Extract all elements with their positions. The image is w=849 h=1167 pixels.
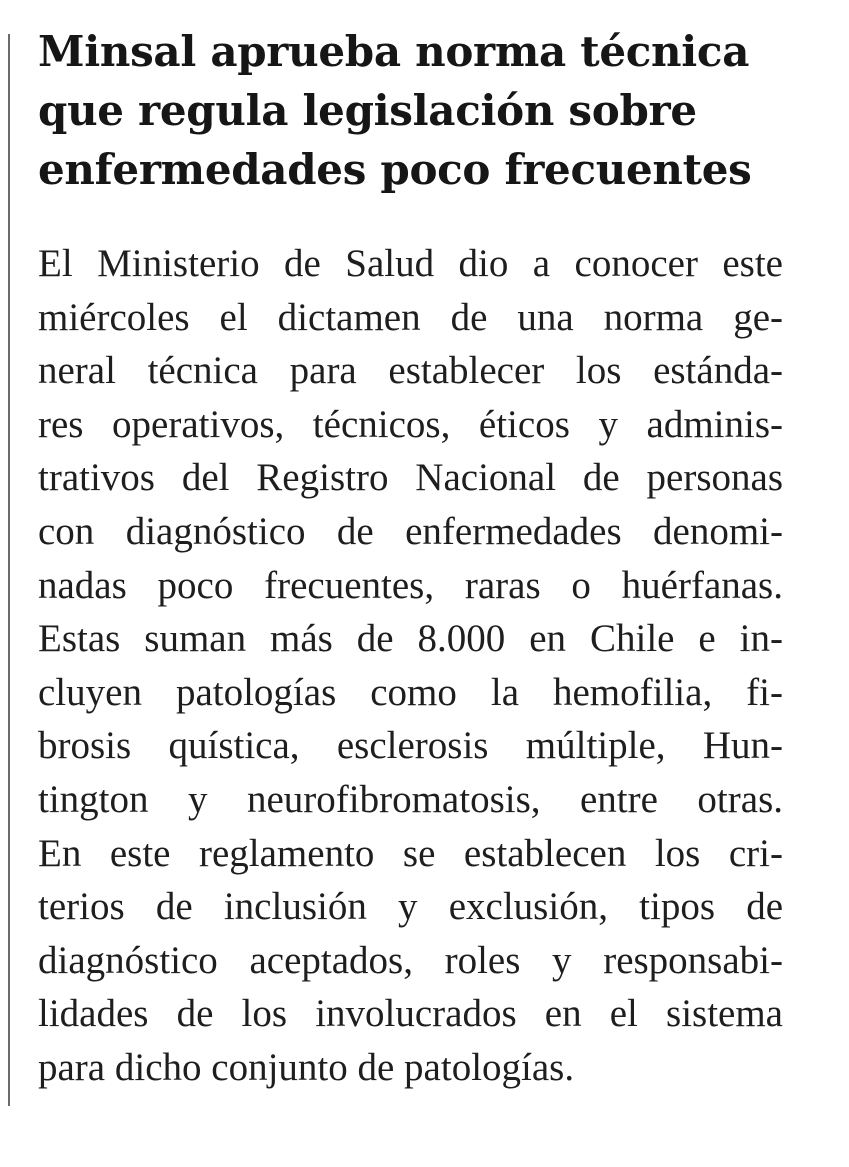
news-article bbox=[38, 22, 783, 1095]
article-body bbox=[38, 237, 783, 1095]
body-line: res operativos, técnicos, éticos y adminis- bbox=[38, 402, 783, 446]
body-line: brosis quística, esclerosis múltiple, Hun- bbox=[38, 724, 783, 768]
article-headline bbox=[38, 22, 783, 199]
body-line: diagnóstico aceptados, roles y responsabi- bbox=[38, 938, 783, 982]
body-line: terios de inclusión y exclusión, tipos de bbox=[38, 885, 783, 929]
headline-line: Minsal aprueba norma técnica bbox=[38, 27, 750, 76]
body-line: neral técnica para establecer los estánda- bbox=[38, 349, 783, 393]
headline-line: enfermedades poco frecuentes bbox=[38, 145, 752, 194]
body-line: para dicho conjunto de patologías. bbox=[38, 1045, 575, 1089]
body-line: El Ministerio de Salud dio a conocer este bbox=[38, 242, 783, 285]
body-line: cluyen patologías como la hemofilia, fi- bbox=[38, 670, 783, 714]
body-line: lidades de los involucrados en el sistema bbox=[38, 992, 783, 1036]
body-line: tington y neurofibromatosis, entre otras. bbox=[38, 777, 783, 821]
body-line: Estas suman más de 8.000 en Chile e in- bbox=[38, 617, 783, 661]
body-line: En este reglamento se establecen los cri- bbox=[38, 831, 783, 875]
body-line: nadas poco frecuentes, raras o huérfanas. bbox=[38, 563, 783, 607]
headline-line: que regula legislación sobre bbox=[38, 86, 697, 135]
column-rule bbox=[8, 34, 10, 1106]
body-line: miércoles el dictamen de una norma ge- bbox=[38, 295, 783, 339]
body-line: con diagnóstico de enfermedades denomi- bbox=[38, 509, 783, 553]
body-line: trativos del Registro Nacional de personas bbox=[38, 456, 783, 500]
